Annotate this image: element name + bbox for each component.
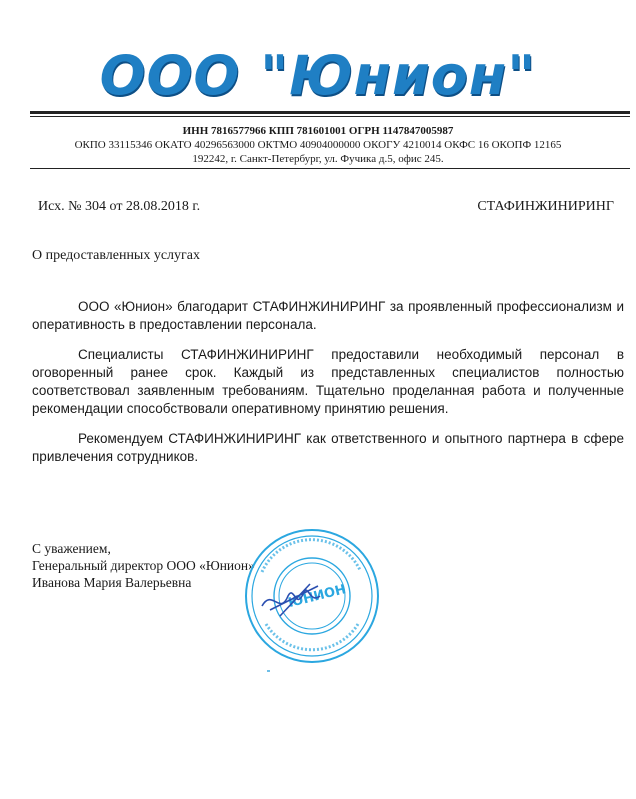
letter-body [32, 298, 624, 478]
paragraph: Специалисты СТАФИНЖИНИРИНГ предоставили необходимый персонал в оговоренный ранее срок. Каждый из представленных специалистов полностью соответствовал заявленным требованиям. Тщательно проделанная работа и полученные рекомендации способствовали оперативному принятию решения. [32, 347, 624, 416]
paragraph: Рекомендуем СТАФИНЖИНИРИНГ как ответственного и опытного партнера в сфере привлечения сотрудников. [32, 431, 624, 464]
stamp-ink-dot [267, 670, 270, 672]
signer-name: Иванова Мария Валерьевна [32, 575, 192, 590]
company-requisites [0, 124, 636, 166]
stamp-center-text: ЮНИОН [286, 582, 348, 612]
signer-position: Генеральный директор ООО «Юнион» [32, 558, 255, 573]
tax-ids: ИНН 7816577966 КПП 781601001 ОГРН 1147847005987 [182, 125, 454, 137]
letterhead-divider-thin [30, 116, 630, 117]
stat-codes: ОКПО 33115346 ОКАТО 40296563000 ОКТМО 40904000000 ОКОГУ 4210014 ОКФС 16 ОКОПФ 12165 [74, 139, 562, 151]
letter-subject: О предоставленных услугах [32, 248, 200, 263]
outgoing-number: Исх. № 304 от 28.08.2018 г. [38, 199, 201, 214]
requisites-divider [30, 168, 630, 169]
letterhead-divider-thick [30, 111, 630, 114]
addressee: СТАФИНЖИНИРИНГ [477, 199, 614, 214]
company-logo: ООО "Юнион" [99, 44, 537, 107]
company-address: 192242, г. Санкт-Петербург, ул. Фучика д.5, офис 245. [192, 153, 444, 165]
company-stamp [240, 526, 380, 666]
paragraph: ООО «Юнион» благодарит СТАФИНЖИНИРИНГ за проявленный профессионализм и оперативность в предоставлении персонала. [32, 299, 624, 332]
closing-phrase: С уважением, [32, 541, 111, 556]
signature-block [32, 540, 255, 591]
